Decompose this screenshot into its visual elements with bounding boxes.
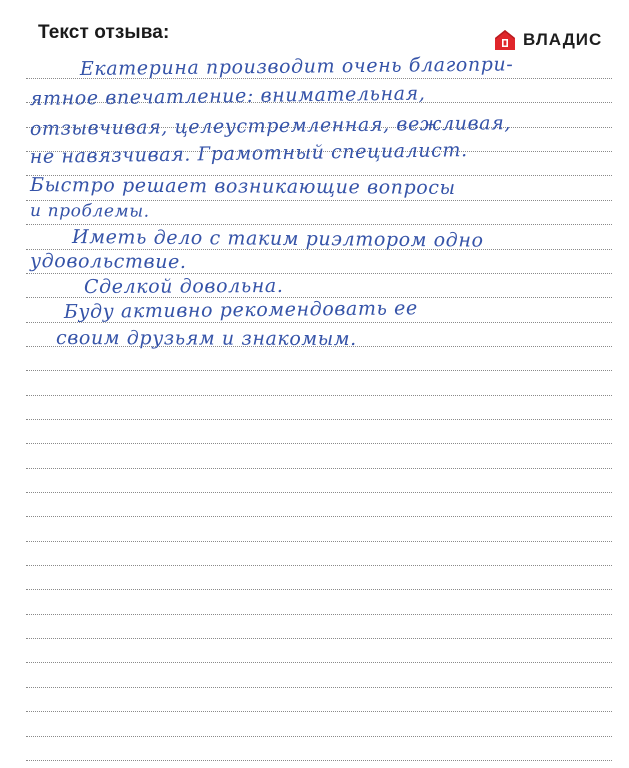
ruled-line <box>26 589 612 590</box>
ruled-line <box>26 638 612 639</box>
ruled-line <box>26 736 612 737</box>
handwritten-line: Сделкой довольна. <box>83 274 284 298</box>
handwritten-line: не навязчивая. Грамотный специалист. <box>29 139 468 168</box>
ruled-line <box>26 516 612 517</box>
ruled-line <box>26 370 612 371</box>
ruled-line <box>26 395 612 396</box>
ruled-line <box>26 419 612 420</box>
ruled-line <box>26 443 612 444</box>
handwritten-line: своим друзьям и знакомым. <box>56 327 357 351</box>
handwritten-line: и проблемы. <box>30 201 150 222</box>
ruled-line <box>26 687 612 688</box>
ruled-line <box>26 492 612 493</box>
ruled-line <box>26 662 612 663</box>
ruled-line <box>26 760 612 761</box>
handwritten-line: ятное впечатление: внимательная, <box>29 82 426 110</box>
handwritten-line: отзывчивая, целеустремленная, вежливая, <box>29 112 512 140</box>
handwritten-line: Иметь дело с таким риэлтором одно <box>72 226 484 252</box>
brand-name: ВЛАДИС <box>523 30 603 49</box>
handwritten-line: Буду активно рекомендовать ее <box>63 297 418 323</box>
ruled-line <box>26 711 612 712</box>
ruled-line <box>26 565 612 566</box>
form-title: Текст отзыва: <box>38 22 170 43</box>
ruled-line <box>26 541 612 542</box>
handwritten-line: удовольствие. <box>30 250 187 274</box>
handwritten-line: Екатерина производит очень благопри- <box>79 53 514 80</box>
handwritten-line: Быстро решает возникающие вопросы <box>30 174 456 199</box>
ruled-line <box>26 468 612 469</box>
ruled-line <box>26 614 612 615</box>
